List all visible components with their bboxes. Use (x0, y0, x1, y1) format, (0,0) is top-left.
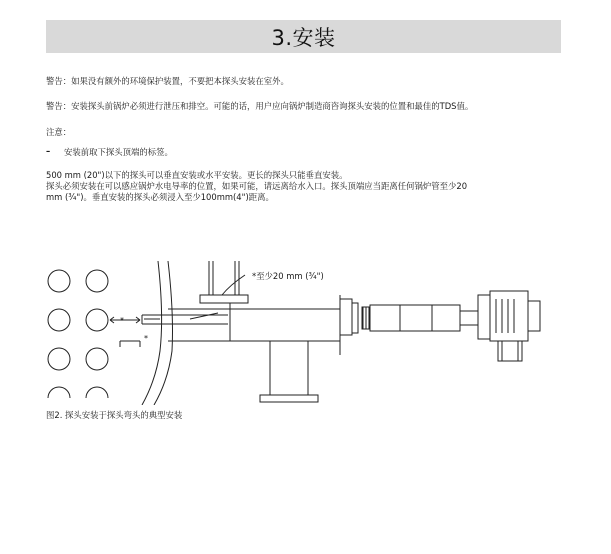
section-title-bar (46, 20, 561, 53)
page-title: 3.安装 (271, 25, 336, 50)
note-label: 注意： (46, 127, 72, 137)
bullet-dash: – (46, 146, 51, 156)
paragraph-line-3: mm (¾")。垂直安装的探头必须浸入至少100mm(4")距离。 (46, 192, 274, 202)
connector-head (478, 291, 540, 361)
paragraph-line-2: 探头必须安装在可以感应锅炉水电导率的位置，如果可能，请远离给水入口。探头顶端应当距离任何锅炉管至少20 (46, 181, 468, 191)
figure-annotation: *至少20 mm (¾") (252, 271, 324, 281)
warning-depressurize: 警告：安装探头前锅炉必须进行泄压和排空。可能的话，用户应向锅炉制造商咨询探头安装的位置和最佳的TDS值。 (46, 101, 474, 111)
probe-thread (362, 307, 370, 329)
paragraph-line-1: 500 mm (20")以下的探头可以垂直安装或水平安装。更长的探头只能垂直安装。 (46, 170, 348, 180)
annotation-asterisk-2: * (144, 334, 148, 343)
bullet-text: 安装前取下探头顶端的标签。 (64, 147, 173, 157)
installation-diagram (40, 255, 565, 405)
boiler-tubes (48, 270, 108, 398)
figure-caption: 图2. 探头安装于探头弯头的典型安装 (46, 410, 183, 420)
warning-outdoor: 警告：如果没有额外的环境保护装置，不要把本探头安装在室外。 (46, 76, 289, 86)
note-bullet (46, 146, 173, 158)
annotation-asterisk-1: * (120, 316, 124, 325)
